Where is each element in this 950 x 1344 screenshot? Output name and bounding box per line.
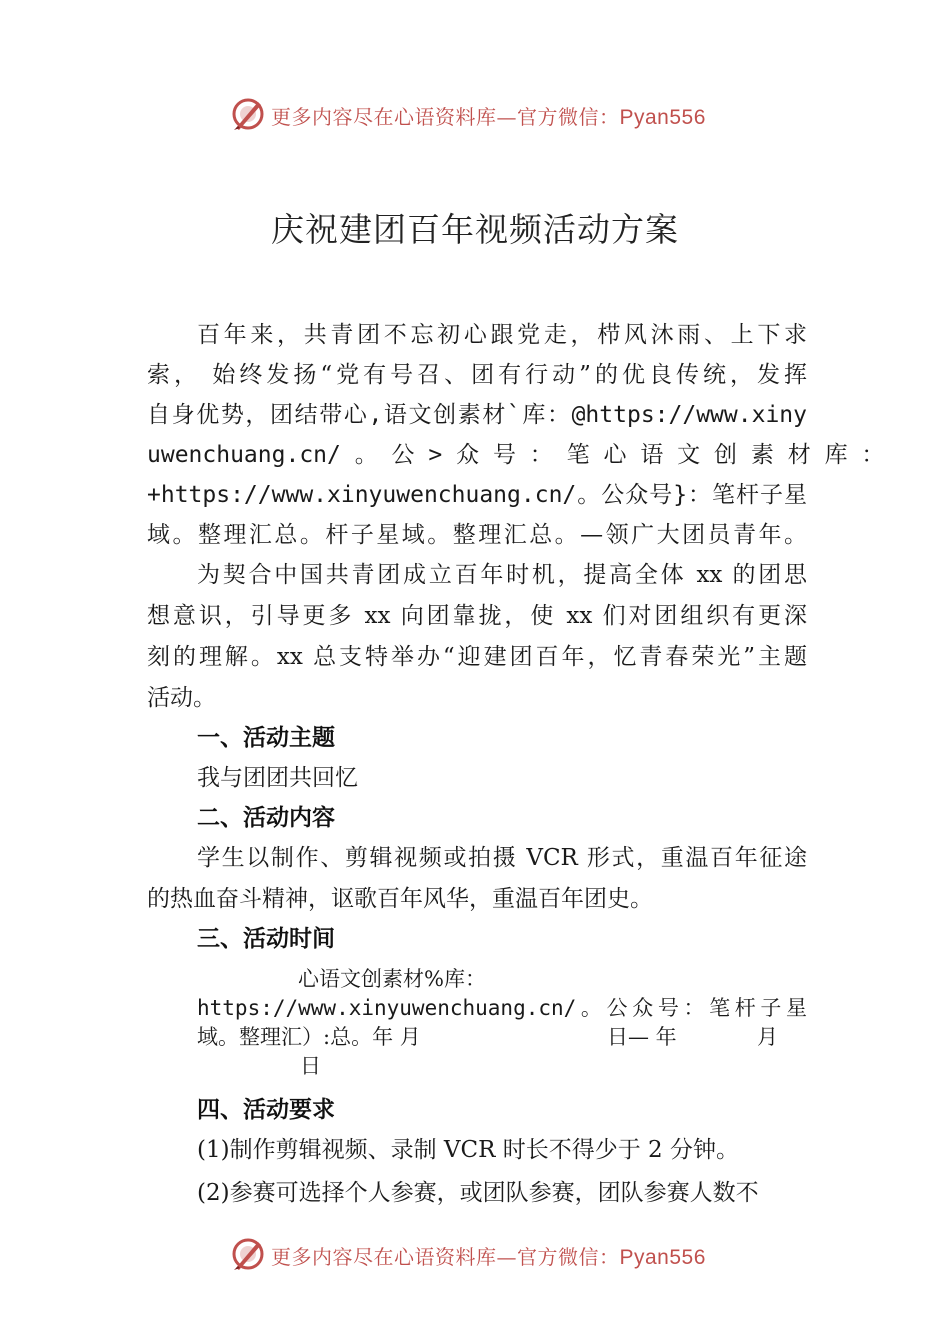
para2-line-4: 活动。 [147,685,216,711]
section-body-theme: 我与团团共回忆 [197,765,358,791]
para2-line-2: 想意识，引导更多 xx 向团靠拢，使 xx 们对团组织有更深 [147,603,807,629]
header-watermark-banner [0,94,950,134]
watermark-text: 更多内容尽在心语资料库—官方微信：Pyan556 [271,1245,706,1269]
time-line-1: 心语文创素材%库： [298,967,486,991]
section-heading-time: 三、活动时间 [197,926,335,952]
section-heading-content: 二、活动内容 [197,805,335,831]
requirement-item-2: (2)参赛可选择个人参赛，或团队参赛，团队参赛人数不 [197,1180,759,1206]
requirement-item-1: (1)制作剪辑视频、录制 VCR 时长不得少于 2 分钟。 [197,1137,739,1163]
intro-line-1: 百年来，共青团不忘初心跟党走，栉风沐雨、上下求 [197,322,807,348]
time-line-2: https://www.xinyuwenchuang.cn/。公众号：笔杆子星 [197,996,807,1020]
content-line-1: 学生以制作、剪辑视频或拍摄 VCR 形式，重温百年征途 [197,845,807,871]
para2-line-3: 刻的理解。xx 总支特举办“迎建团百年，忆青春荣光”主题 [147,644,807,670]
section-heading-requirements: 四、活动要求 [197,1097,335,1123]
intro-line-6: 域。整理汇总。杆子星域。整理汇总。—领广大团员青年。 [147,522,807,548]
watermark-text: 更多内容尽在心语资料库—官方微信：Pyan556 [271,105,706,129]
section-heading-theme: 一、活动主题 [197,725,335,751]
time-line-3b: 日— 年 [607,1025,677,1049]
intro-line-4: uwenchuang.cn/ 。 公 > 众 号 ： 笔 心 语 文 创 素 材 库 ： [147,442,885,468]
intro-line-5: +https://www.xinyuwenchuang.cn/。公众号}：笔杆子星 [147,482,807,508]
pen-logo-icon [230,1236,266,1272]
wechat-id: Pyan556 [619,106,706,129]
pen-logo-icon [230,96,266,132]
content-line-2: 的热血奋斗精神，讴歌百年风华，重温百年团史。 [147,886,653,912]
para2-line-1: 为契合中国共青团成立百年时机，提高全体 xx 的团思 [197,562,807,588]
time-line-3c: 月 [757,1025,778,1049]
time-line-4: 日 [300,1054,321,1078]
time-line-3a: 域。整理汇）:总。年 月 [197,1025,421,1049]
footer-watermark-banner [0,1234,950,1274]
wechat-id: Pyan556 [619,1246,706,1269]
intro-line-2: 索， 始终发扬“党有号召、团有行动”的优良传统，发挥 [147,362,807,388]
intro-line-3: 自身优势，团结带心,语文创素材`库：@https://www.xiny [147,402,807,428]
document-title: 庆祝建团百年视频活动方案 [271,210,679,249]
